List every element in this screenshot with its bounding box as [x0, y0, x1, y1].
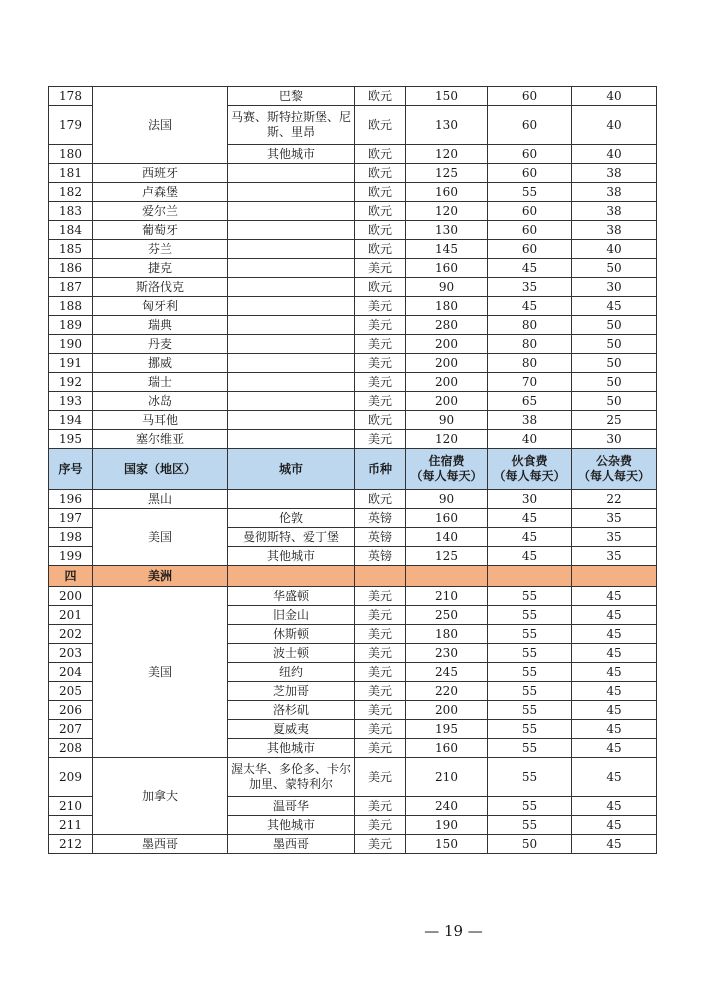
meal-cell: 55 — [488, 587, 572, 606]
table-row — [49, 278, 657, 297]
meal-cell: 60 — [488, 106, 572, 145]
lodging-cell: 125 — [406, 547, 488, 566]
table-row — [49, 183, 657, 202]
lodging-cell: 180 — [406, 297, 488, 316]
meal-cell: 80 — [488, 316, 572, 335]
seq-cell: 194 — [49, 411, 93, 430]
currency-cell: 欧元 — [355, 278, 406, 297]
city-cell: 温哥华 — [228, 797, 355, 816]
meal-cell: 60 — [488, 202, 572, 221]
seq-cell: 198 — [49, 528, 93, 547]
currency-cell: 美元 — [355, 625, 406, 644]
misc-cell: 25 — [572, 411, 657, 430]
column-header-meal: 伙食费 （每人每天） — [488, 449, 572, 490]
seq-cell: 183 — [49, 202, 93, 221]
misc-cell: 50 — [572, 354, 657, 373]
meal-cell: 55 — [488, 816, 572, 835]
city-cell: 渥太华、多伦多、卡尔加里、蒙特利尔 — [228, 758, 355, 797]
country-cell: 美国 — [93, 587, 228, 758]
country-cell: 爱尔兰 — [93, 202, 228, 221]
city-cell: 其他城市 — [228, 816, 355, 835]
seq-cell: 195 — [49, 430, 93, 449]
misc-cell: 50 — [572, 373, 657, 392]
city-cell — [228, 297, 355, 316]
misc-cell: 38 — [572, 202, 657, 221]
city-cell: 夏威夷 — [228, 720, 355, 739]
currency-cell: 美元 — [355, 335, 406, 354]
seq-cell: 210 — [49, 797, 93, 816]
city-cell — [228, 490, 355, 509]
meal-cell: 55 — [488, 758, 572, 797]
section-number: 四 — [49, 566, 93, 587]
city-cell: 波士顿 — [228, 644, 355, 663]
seq-cell: 181 — [49, 164, 93, 183]
city-cell — [228, 373, 355, 392]
meal-cell: 55 — [488, 644, 572, 663]
misc-cell: 50 — [572, 259, 657, 278]
seq-cell: 184 — [49, 221, 93, 240]
lodging-cell: 210 — [406, 587, 488, 606]
misc-cell: 40 — [572, 106, 657, 145]
misc-cell: 50 — [572, 335, 657, 354]
misc-cell: 40 — [572, 145, 657, 164]
meal-cell: 55 — [488, 720, 572, 739]
currency-cell: 美元 — [355, 663, 406, 682]
column-header-currency: 币种 — [355, 449, 406, 490]
column-header-lodging: 住宿费 （每人每天） — [406, 449, 488, 490]
misc-cell: 35 — [572, 528, 657, 547]
misc-cell: 45 — [572, 663, 657, 682]
meal-cell: 60 — [488, 145, 572, 164]
currency-cell: 美元 — [355, 373, 406, 392]
meal-cell: 65 — [488, 392, 572, 411]
currency-cell: 美元 — [355, 587, 406, 606]
seq-cell: 185 — [49, 240, 93, 259]
seq-cell: 211 — [49, 816, 93, 835]
meal-cell: 60 — [488, 164, 572, 183]
country-cell: 美国 — [93, 509, 228, 566]
seq-cell: 199 — [49, 547, 93, 566]
table-row — [49, 758, 657, 797]
currency-cell: 欧元 — [355, 202, 406, 221]
misc-cell: 38 — [572, 183, 657, 202]
city-cell — [228, 221, 355, 240]
lodging-cell: 140 — [406, 528, 488, 547]
misc-cell: 30 — [572, 278, 657, 297]
meal-cell: 55 — [488, 663, 572, 682]
misc-cell: 22 — [572, 490, 657, 509]
seq-cell: 189 — [49, 316, 93, 335]
city-cell: 马赛、斯特拉斯堡、尼斯、里昂 — [228, 106, 355, 145]
seq-cell: 205 — [49, 682, 93, 701]
meal-cell: 45 — [488, 547, 572, 566]
country-cell: 芬兰 — [93, 240, 228, 259]
misc-cell: 30 — [572, 430, 657, 449]
country-cell: 匈牙利 — [93, 297, 228, 316]
seq-cell: 201 — [49, 606, 93, 625]
lodging-cell: 195 — [406, 720, 488, 739]
city-cell — [228, 202, 355, 221]
city-cell — [228, 316, 355, 335]
lodging-cell: 250 — [406, 606, 488, 625]
meal-cell: 55 — [488, 625, 572, 644]
lodging-cell: 160 — [406, 739, 488, 758]
city-cell: 其他城市 — [228, 547, 355, 566]
lodging-cell: 145 — [406, 240, 488, 259]
seq-cell: 196 — [49, 490, 93, 509]
table-row — [49, 221, 657, 240]
misc-cell: 45 — [572, 587, 657, 606]
seq-cell: 187 — [49, 278, 93, 297]
city-cell: 华盛顿 — [228, 587, 355, 606]
country-cell: 挪威 — [93, 354, 228, 373]
lodging-cell: 245 — [406, 663, 488, 682]
lodging-cell: 160 — [406, 183, 488, 202]
currency-cell: 美元 — [355, 354, 406, 373]
lodging-cell: 90 — [406, 278, 488, 297]
city-cell — [228, 392, 355, 411]
page-number: — 19 — — [424, 922, 483, 940]
seq-cell: 188 — [49, 297, 93, 316]
currency-cell: 欧元 — [355, 183, 406, 202]
table-row — [49, 297, 657, 316]
currency-cell: 英镑 — [355, 509, 406, 528]
meal-cell: 45 — [488, 259, 572, 278]
currency-cell: 欧元 — [355, 164, 406, 183]
lodging-cell: 230 — [406, 644, 488, 663]
currency-cell: 美元 — [355, 816, 406, 835]
country-cell: 墨西哥 — [93, 835, 228, 854]
meal-cell: 38 — [488, 411, 572, 430]
misc-cell: 45 — [572, 835, 657, 854]
meal-cell: 55 — [488, 682, 572, 701]
country-cell: 冰岛 — [93, 392, 228, 411]
country-cell: 塞尔维亚 — [93, 430, 228, 449]
city-cell: 旧金山 — [228, 606, 355, 625]
city-cell — [228, 240, 355, 259]
table-row — [49, 259, 657, 278]
seq-cell: 212 — [49, 835, 93, 854]
misc-cell: 40 — [572, 240, 657, 259]
table-row — [49, 87, 657, 106]
meal-cell: 45 — [488, 297, 572, 316]
country-cell: 黑山 — [93, 490, 228, 509]
column-header-country: 国家（地区） — [93, 449, 228, 490]
lodging-cell: 120 — [406, 145, 488, 164]
lodging-cell: 280 — [406, 316, 488, 335]
misc-cell: 45 — [572, 797, 657, 816]
city-cell: 其他城市 — [228, 739, 355, 758]
lodging-cell: 200 — [406, 373, 488, 392]
country-cell: 法国 — [93, 87, 228, 164]
currency-cell: 欧元 — [355, 106, 406, 145]
meal-cell: 50 — [488, 835, 572, 854]
table-row — [49, 164, 657, 183]
table-row — [49, 316, 657, 335]
currency-cell: 英镑 — [355, 528, 406, 547]
lodging-cell: 210 — [406, 758, 488, 797]
section-empty-cell — [355, 566, 406, 587]
misc-cell: 45 — [572, 682, 657, 701]
table-row — [49, 354, 657, 373]
meal-cell: 60 — [488, 240, 572, 259]
currency-cell: 英镑 — [355, 547, 406, 566]
country-cell: 瑞士 — [93, 373, 228, 392]
lodging-cell: 120 — [406, 202, 488, 221]
lodging-cell: 200 — [406, 701, 488, 720]
misc-cell: 38 — [572, 221, 657, 240]
lodging-cell: 120 — [406, 430, 488, 449]
lodging-cell: 180 — [406, 625, 488, 644]
currency-cell: 美元 — [355, 835, 406, 854]
country-cell: 斯洛伐克 — [93, 278, 228, 297]
section-empty-cell — [488, 566, 572, 587]
seq-cell: 207 — [49, 720, 93, 739]
meal-cell: 55 — [488, 606, 572, 625]
meal-cell: 45 — [488, 528, 572, 547]
lodging-cell: 200 — [406, 392, 488, 411]
table-row — [49, 373, 657, 392]
lodging-cell: 150 — [406, 87, 488, 106]
country-cell: 葡萄牙 — [93, 221, 228, 240]
city-cell: 洛杉矶 — [228, 701, 355, 720]
lodging-cell: 200 — [406, 335, 488, 354]
country-cell: 加拿大 — [93, 758, 228, 835]
country-cell: 西班牙 — [93, 164, 228, 183]
city-cell: 芝加哥 — [228, 682, 355, 701]
misc-cell: 45 — [572, 720, 657, 739]
column-header-city: 城市 — [228, 449, 355, 490]
meal-cell: 60 — [488, 221, 572, 240]
table-row — [49, 411, 657, 430]
lodging-cell: 200 — [406, 354, 488, 373]
currency-cell: 美元 — [355, 316, 406, 335]
lodging-cell: 160 — [406, 509, 488, 528]
misc-cell: 45 — [572, 758, 657, 797]
lodging-cell: 130 — [406, 221, 488, 240]
meal-cell: 40 — [488, 430, 572, 449]
section-empty-cell — [406, 566, 488, 587]
meal-cell: 55 — [488, 701, 572, 720]
city-cell — [228, 183, 355, 202]
seq-cell: 178 — [49, 87, 93, 106]
seq-cell: 200 — [49, 587, 93, 606]
seq-cell: 179 — [49, 106, 93, 145]
country-cell: 马耳他 — [93, 411, 228, 430]
misc-cell: 38 — [572, 164, 657, 183]
seq-cell: 192 — [49, 373, 93, 392]
currency-cell: 美元 — [355, 606, 406, 625]
lodging-cell: 130 — [406, 106, 488, 145]
misc-cell: 45 — [572, 701, 657, 720]
currency-cell: 欧元 — [355, 221, 406, 240]
seq-cell: 209 — [49, 758, 93, 797]
seq-cell: 204 — [49, 663, 93, 682]
misc-cell: 35 — [572, 547, 657, 566]
seq-cell: 193 — [49, 392, 93, 411]
currency-cell: 美元 — [355, 392, 406, 411]
meal-cell: 60 — [488, 87, 572, 106]
misc-cell: 50 — [572, 316, 657, 335]
misc-cell: 45 — [572, 644, 657, 663]
misc-cell: 45 — [572, 816, 657, 835]
seq-cell: 202 — [49, 625, 93, 644]
country-cell: 丹麦 — [93, 335, 228, 354]
currency-cell: 欧元 — [355, 87, 406, 106]
city-cell: 曼彻斯特、爱丁堡 — [228, 528, 355, 547]
lodging-cell: 160 — [406, 259, 488, 278]
misc-cell: 45 — [572, 606, 657, 625]
table-row — [49, 240, 657, 259]
city-cell: 墨西哥 — [228, 835, 355, 854]
city-cell — [228, 354, 355, 373]
currency-cell: 美元 — [355, 644, 406, 663]
table-row — [49, 392, 657, 411]
city-cell: 纽约 — [228, 663, 355, 682]
seq-cell: 197 — [49, 509, 93, 528]
table-row — [49, 202, 657, 221]
travel-allowance-table — [48, 86, 657, 854]
currency-cell: 欧元 — [355, 145, 406, 164]
city-cell — [228, 278, 355, 297]
country-cell: 瑞典 — [93, 316, 228, 335]
table-row — [49, 587, 657, 606]
table-row — [49, 335, 657, 354]
lodging-cell: 125 — [406, 164, 488, 183]
section-title: 美洲 — [93, 566, 228, 587]
currency-cell: 美元 — [355, 797, 406, 816]
seq-cell: 206 — [49, 701, 93, 720]
seq-cell: 191 — [49, 354, 93, 373]
currency-cell: 美元 — [355, 739, 406, 758]
city-cell: 巴黎 — [228, 87, 355, 106]
city-cell: 伦敦 — [228, 509, 355, 528]
lodging-cell: 190 — [406, 816, 488, 835]
city-cell: 其他城市 — [228, 145, 355, 164]
currency-cell: 美元 — [355, 682, 406, 701]
city-cell — [228, 259, 355, 278]
currency-cell: 欧元 — [355, 490, 406, 509]
table-row — [49, 430, 657, 449]
misc-cell: 45 — [572, 739, 657, 758]
city-cell: 休斯顿 — [228, 625, 355, 644]
currency-cell: 美元 — [355, 701, 406, 720]
meal-cell: 80 — [488, 354, 572, 373]
meal-cell: 45 — [488, 509, 572, 528]
currency-cell: 美元 — [355, 259, 406, 278]
city-cell — [228, 164, 355, 183]
city-cell — [228, 430, 355, 449]
meal-cell: 80 — [488, 335, 572, 354]
misc-cell: 45 — [572, 625, 657, 644]
city-cell — [228, 335, 355, 354]
currency-cell: 欧元 — [355, 240, 406, 259]
currency-cell: 美元 — [355, 297, 406, 316]
lodging-cell: 240 — [406, 797, 488, 816]
seq-cell: 182 — [49, 183, 93, 202]
currency-cell: 美元 — [355, 720, 406, 739]
country-cell: 卢森堡 — [93, 183, 228, 202]
meal-cell: 70 — [488, 373, 572, 392]
lodging-cell: 90 — [406, 490, 488, 509]
meal-cell: 55 — [488, 183, 572, 202]
lodging-cell: 220 — [406, 682, 488, 701]
misc-cell: 45 — [572, 297, 657, 316]
country-cell: 捷克 — [93, 259, 228, 278]
lodging-cell: 150 — [406, 835, 488, 854]
lodging-cell: 90 — [406, 411, 488, 430]
seq-cell: 180 — [49, 145, 93, 164]
currency-cell: 美元 — [355, 430, 406, 449]
column-header-seq: 序号 — [49, 449, 93, 490]
misc-cell: 40 — [572, 87, 657, 106]
seq-cell: 208 — [49, 739, 93, 758]
section-empty-cell — [228, 566, 355, 587]
seq-cell: 190 — [49, 335, 93, 354]
misc-cell: 35 — [572, 509, 657, 528]
meal-cell: 35 — [488, 278, 572, 297]
currency-cell: 欧元 — [355, 411, 406, 430]
seq-cell: 203 — [49, 644, 93, 663]
meal-cell: 55 — [488, 739, 572, 758]
misc-cell: 50 — [572, 392, 657, 411]
table-row — [49, 509, 657, 528]
table-row — [49, 835, 657, 854]
table-row — [49, 449, 657, 490]
currency-cell: 美元 — [355, 758, 406, 797]
meal-cell: 30 — [488, 490, 572, 509]
meal-cell: 55 — [488, 797, 572, 816]
city-cell — [228, 411, 355, 430]
table-row — [49, 490, 657, 509]
section-empty-cell — [572, 566, 657, 587]
column-header-misc: 公杂费 （每人每天） — [572, 449, 657, 490]
seq-cell: 186 — [49, 259, 93, 278]
table-row — [49, 566, 657, 587]
